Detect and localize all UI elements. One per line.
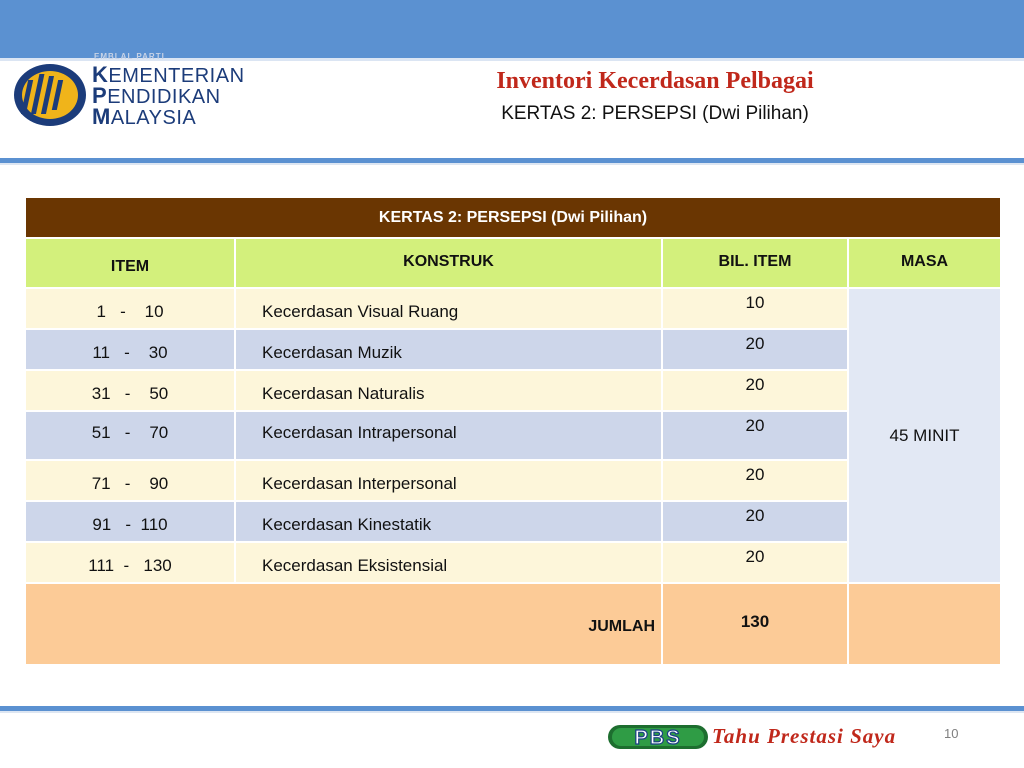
table-row xyxy=(25,288,1001,329)
total-value: 130 xyxy=(662,583,848,665)
ministry-name-line-2: PENDIDIKAN xyxy=(92,83,221,108)
konstruk-name: Kecerdasan Naturalis xyxy=(235,370,662,411)
table-caption-row xyxy=(25,197,1001,238)
header-divider-shadow xyxy=(0,163,1024,165)
konstruk-name: Kecerdasan Kinestatik xyxy=(235,501,662,542)
item-range: 111 - 130 xyxy=(25,542,235,583)
item-range: 11 - 30 xyxy=(25,329,235,370)
page-number: 10 xyxy=(944,726,959,741)
column-header-masa: MASA xyxy=(848,238,1001,288)
bil-item-count: 20 xyxy=(662,329,848,370)
column-header-item: ITEM xyxy=(25,238,235,288)
table-caption: KERTAS 2: PERSEPSI (Dwi Pilihan) xyxy=(25,197,1001,238)
slide-subtitle: KERTAS 2: PERSEPSI (Dwi Pilihan) xyxy=(501,103,809,124)
konstruk-name: Kecerdasan Visual Ruang xyxy=(235,288,662,329)
bil-item-count: 10 xyxy=(662,288,848,329)
ministry-emblem-icon xyxy=(12,62,88,128)
ministry-name-line-1: KEMENTERIAN xyxy=(92,62,245,87)
bil-item-count: 20 xyxy=(662,370,848,411)
total-label: JUMLAH xyxy=(25,583,662,665)
bil-item-count: 20 xyxy=(662,501,848,542)
ministry-name xyxy=(92,62,245,129)
masa-duration: 45 MINIT xyxy=(848,288,1001,583)
total-masa-empty xyxy=(848,583,1001,665)
bil-item-count: 20 xyxy=(662,460,848,501)
konstruk-name: Kecerdasan Muzik xyxy=(235,329,662,370)
item-range: 51 - 70 xyxy=(25,411,235,460)
slide-title: Inventori Kecerdasan Pelbagai xyxy=(496,68,814,94)
pbs-logo xyxy=(607,722,709,752)
logo-ghost-text: EMBLAL PARTI xyxy=(94,52,165,61)
bil-item-count: 20 xyxy=(662,542,848,583)
total-row xyxy=(25,583,1001,665)
top-banner xyxy=(0,0,1024,58)
konstruk-name: Kecerdasan Intrapersonal xyxy=(235,411,662,460)
inventory-table xyxy=(24,196,1002,666)
item-range: 91 - 110 xyxy=(25,501,235,542)
ministry-logo xyxy=(12,60,282,130)
item-range: 1 - 10 xyxy=(25,288,235,329)
item-range: 71 - 90 xyxy=(25,460,235,501)
konstruk-name: Kecerdasan Eksistensial xyxy=(235,542,662,583)
konstruk-name: Kecerdasan Interpersonal xyxy=(235,460,662,501)
ministry-name-line-3: MALAYSIA xyxy=(92,104,197,129)
footer-divider-shadow xyxy=(0,711,1024,713)
column-header-konstruk: KONSTRUK xyxy=(235,238,662,288)
bil-item-count: 20 xyxy=(662,411,848,460)
pbs-logo-text: PBS xyxy=(634,727,682,749)
item-range: 31 - 50 xyxy=(25,370,235,411)
tagline: Tahu Prestasi Saya xyxy=(712,724,897,748)
column-header-bil-item: BIL. ITEM xyxy=(662,238,848,288)
table-header-row xyxy=(25,238,1001,288)
